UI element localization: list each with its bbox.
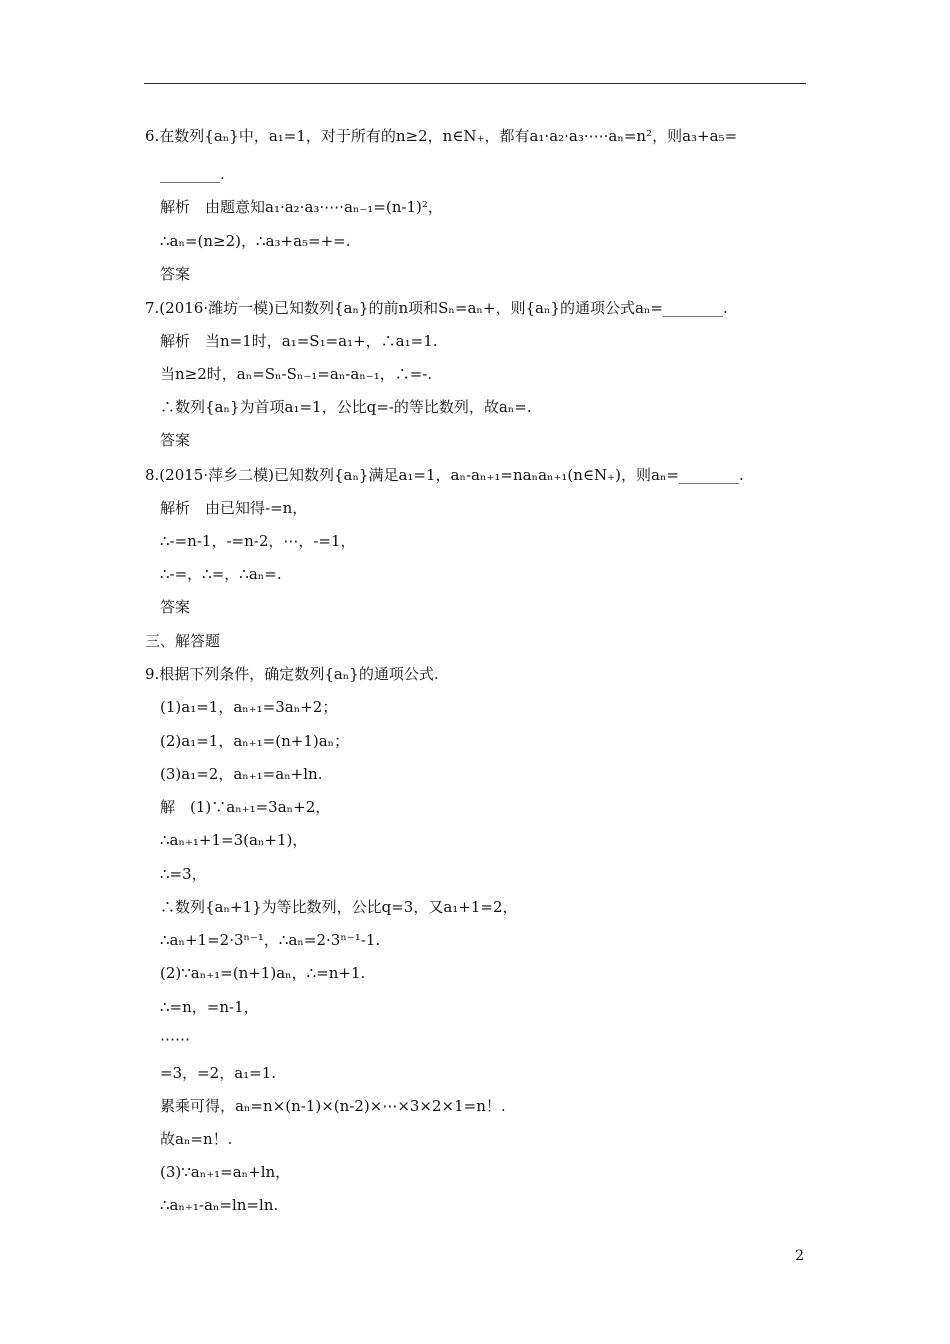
sub-question: (2)a₁=1，aₙ₊₁=(n+1)aₙ； — [160, 732, 350, 750]
solution-line: ∴aₙ₊₁-aₙ=ln=ln. — [160, 1196, 279, 1214]
header-rule — [144, 83, 806, 84]
solution-line: 解析 由已知得-=n， — [160, 499, 308, 517]
answer-blank: ________. — [160, 165, 225, 183]
problem-7-line: 7.(2016·潍坊一模)已知数列{aₙ}的前n项和Sₙ=aₙ+，则{aₙ}的通项公式aₙ=________. — [145, 299, 728, 317]
solution-line: 故aₙ=n！. — [160, 1130, 233, 1148]
solution-line: 解析 当n=1时，a₁=S₁=a₁+，∴a₁=1. — [160, 332, 438, 350]
solution-line: =3，=2，a₁=1. — [160, 1064, 277, 1082]
problem-9-line: 9.根据下列条件，确定数列{aₙ}的通项公式. — [145, 665, 439, 683]
solution-line: ∴数列{aₙ}为首项a₁=1，公比q=-的等比数列，故aₙ=. — [160, 398, 532, 416]
solution-line: ∴aₙ₊₁+1=3(aₙ+1)， — [160, 831, 308, 849]
solution-line: ∴=n，=n-1， — [160, 998, 259, 1016]
answer-label: 答案 — [160, 598, 191, 616]
answer-label: 答案 — [160, 431, 191, 449]
solution-line: ∴=3， — [160, 865, 207, 883]
solution-line: 解 (1)∵aₙ₊₁=3aₙ+2， — [160, 798, 331, 816]
solution-line: 当n≥2时，aₙ=Sₙ-Sₙ₋₁=aₙ-aₙ₋₁，∴=-. — [160, 365, 433, 383]
solution-line: ⋯⋯ — [160, 1030, 190, 1048]
solution-line: (3)∵aₙ₊₁=aₙ+ln， — [160, 1163, 291, 1181]
solution-line: ∴-=，∴=，∴aₙ=. — [160, 565, 282, 583]
solution-line: 累乘可得，aₙ=n×(n-1)×(n-2)×⋯×3×2×1=n！. — [160, 1097, 506, 1115]
sub-question: (1)a₁=1，aₙ₊₁=3aₙ+2； — [160, 698, 338, 716]
problem-8-line: 8.(2015·萍乡二模)已知数列{aₙ}满足a₁=1，aₙ-aₙ₊₁=naₙaₙ₊₁(n∈N₊)，则aₙ=________. — [145, 466, 744, 484]
answer-label: 答案 — [160, 265, 191, 283]
solution-line: 解析 由题意知a₁·a₂·a₃·⋯·aₙ₋₁=(n-1)²， — [160, 198, 443, 216]
sub-question: (3)a₁=2，aₙ₊₁=aₙ+ln. — [160, 765, 323, 783]
solution-line: ∴-=n-1，-=n-2，⋯，-=1， — [160, 532, 356, 550]
solution-line: ∴aₙ=(n≥2)，∴a₃+a₅=+=. — [160, 232, 351, 250]
solution-line: (2)∵aₙ₊₁=(n+1)aₙ，∴=n+1. — [160, 964, 366, 982]
problem-6-line: 6.在数列{aₙ}中，a₁=1，对于所有的n≥2，n∈N₊，都有a₁·a₂·a₃·⋯·aₙ=n²，则a₃+a₅= — [145, 127, 738, 145]
section-heading: 三、解答题 — [145, 632, 221, 650]
solution-line: ∴数列{aₙ+1}为等比数列，公比q=3，又a₁+1=2， — [160, 898, 518, 916]
solution-line: ∴aₙ+1=2·3ⁿ⁻¹，∴aₙ=2·3ⁿ⁻¹-1. — [160, 931, 381, 949]
page-number: 2 — [795, 1248, 804, 1264]
